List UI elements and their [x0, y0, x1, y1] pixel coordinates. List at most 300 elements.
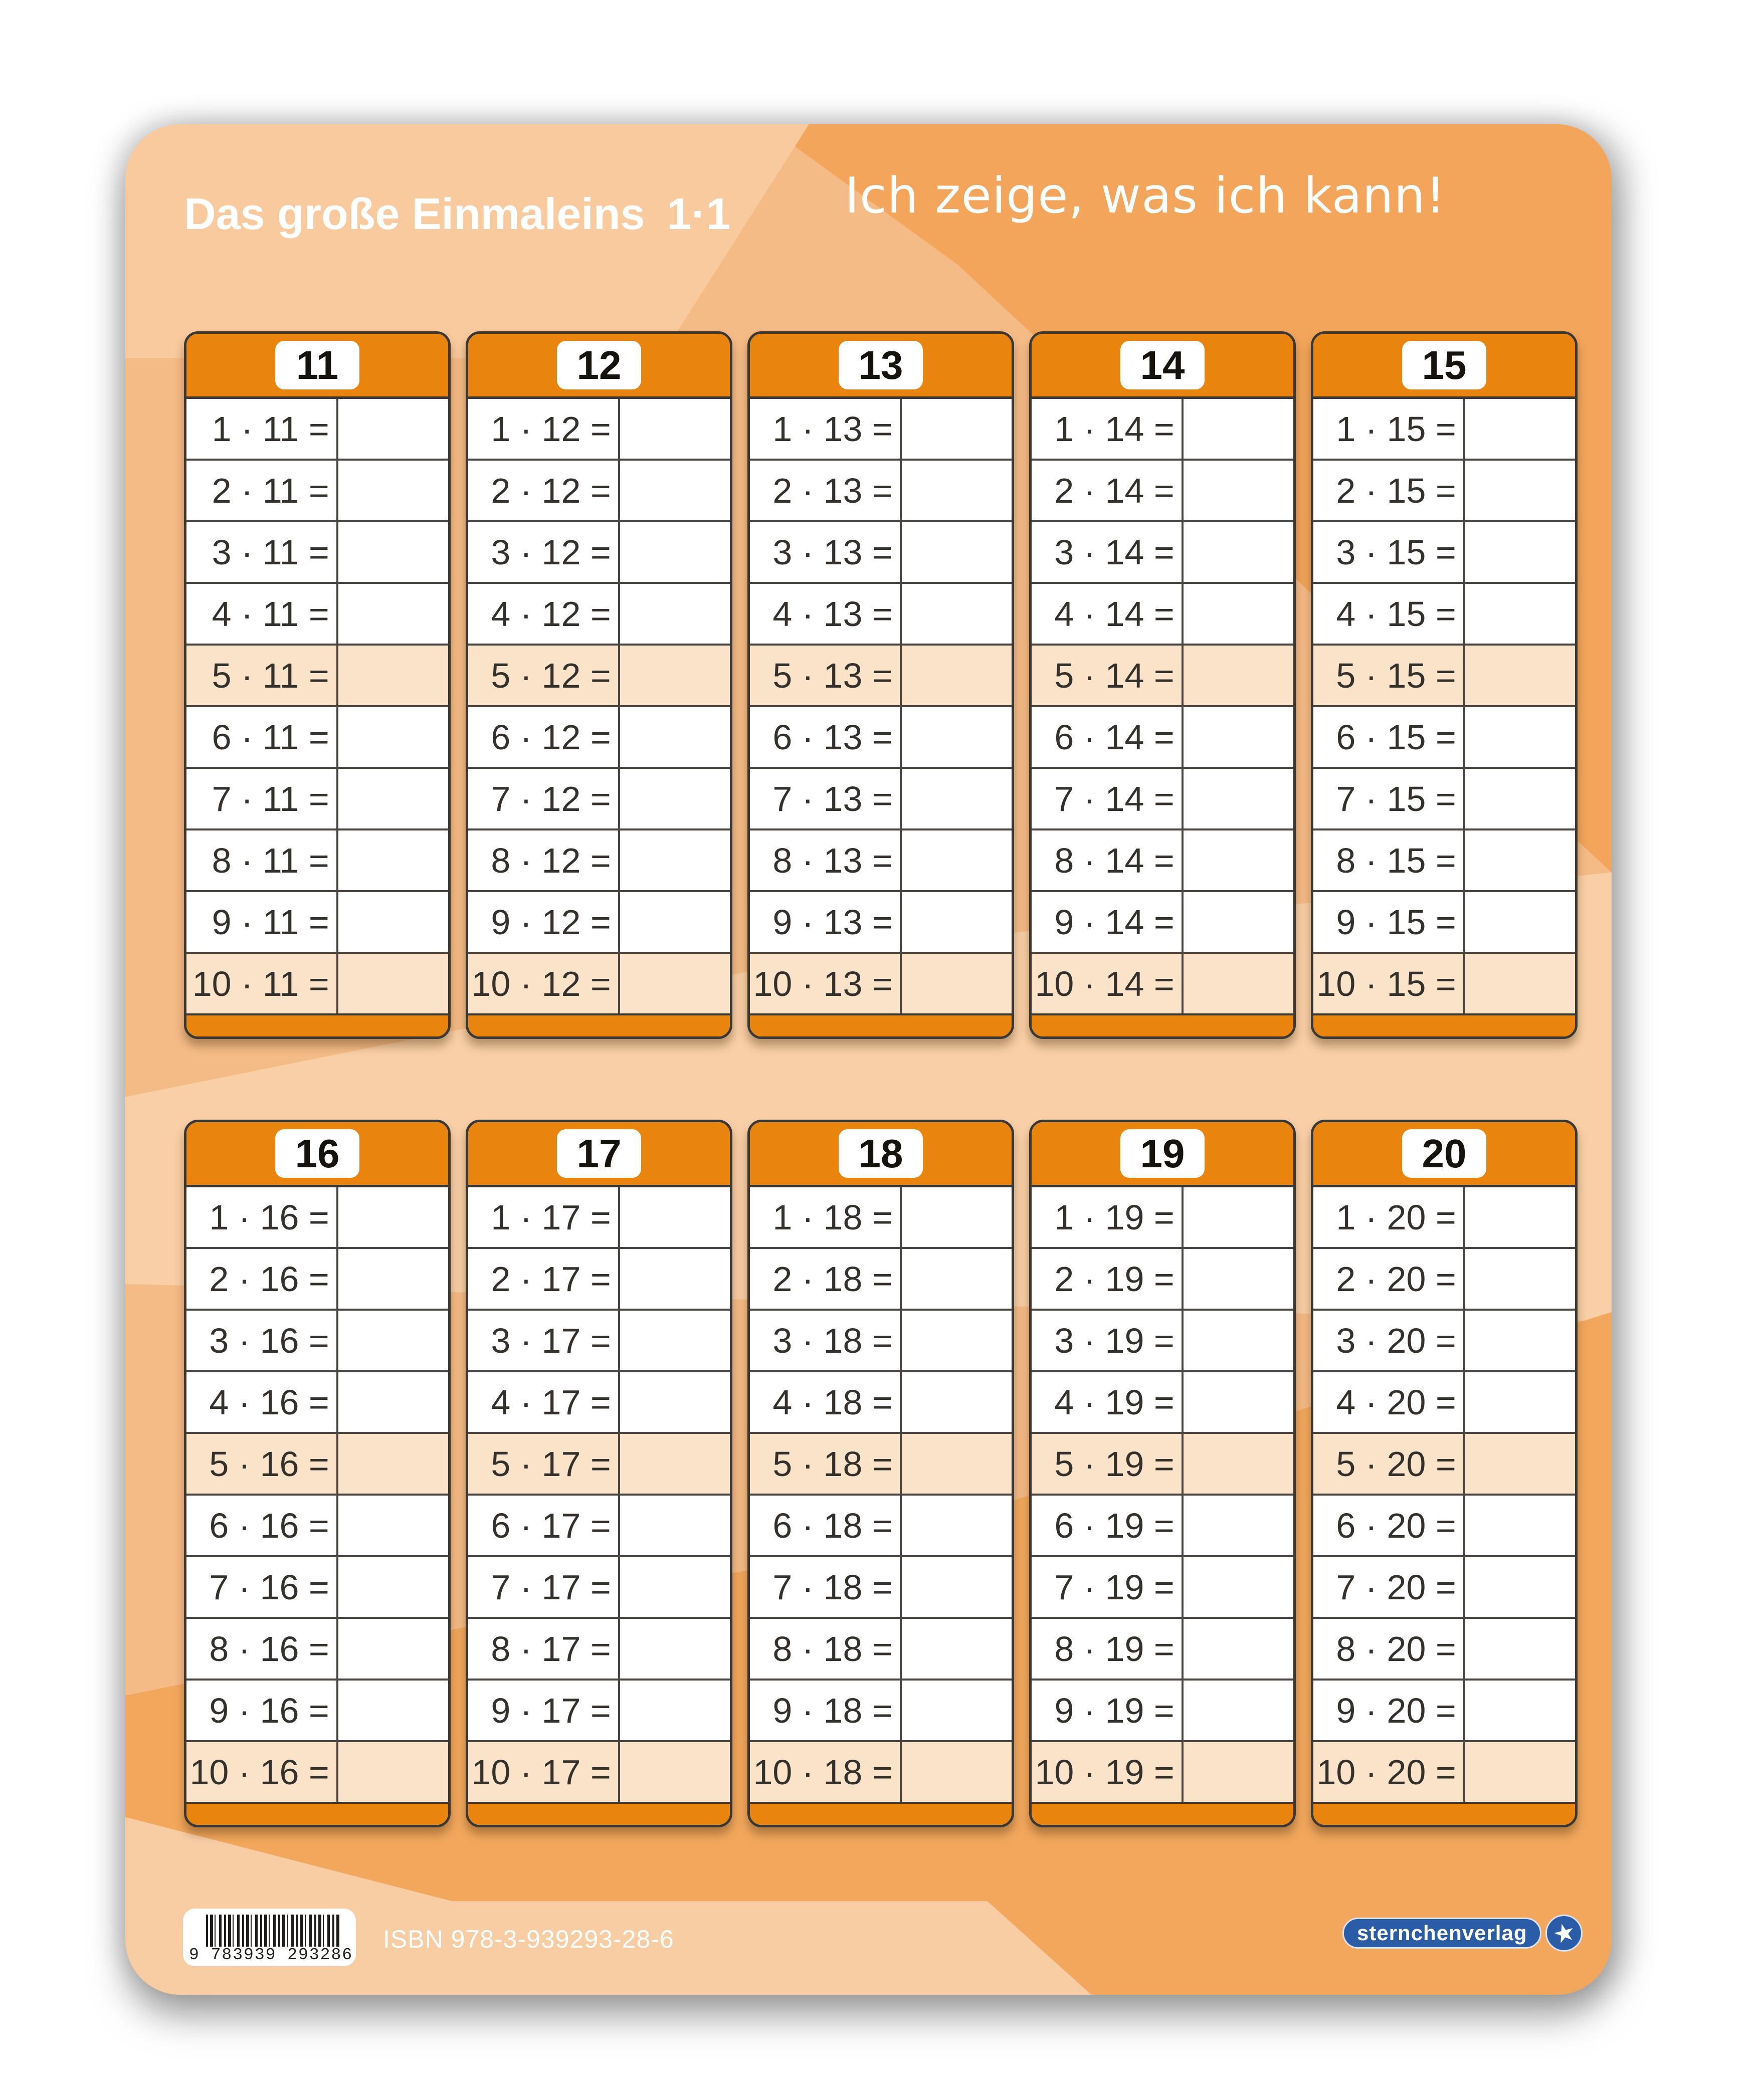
expression-cell: 3 · 18 =: [750, 1311, 902, 1370]
expression-cell: 1 · 16 =: [186, 1187, 338, 1247]
mult-row: [1032, 952, 1293, 1013]
mult-row: [186, 705, 448, 767]
answer-cell: [902, 707, 1012, 767]
expression-cell: 2 · 13 =: [750, 461, 902, 520]
card-rows: [1313, 399, 1575, 1013]
mult-row: [1313, 520, 1575, 582]
answer-cell: [338, 461, 448, 520]
publisher-logo: [1342, 1915, 1583, 1952]
mult-row: [750, 399, 1012, 459]
multiplication-card: [184, 331, 451, 1039]
isbn-text: ISBN 978-3-939293-28-6: [383, 1925, 674, 1953]
mult-row: [1032, 1432, 1293, 1494]
card-rows: [750, 399, 1012, 1013]
expression-cell: 8 · 11 =: [186, 830, 338, 890]
multiplication-card: [466, 331, 732, 1039]
card-number: 13: [858, 342, 903, 387]
answer-cell: [1184, 830, 1293, 890]
mult-row: [1313, 705, 1575, 767]
answer-cell: [1465, 954, 1575, 1013]
answer-cell: [338, 399, 448, 459]
answer-cell: [338, 1434, 448, 1494]
mult-row: [1313, 399, 1575, 459]
mult-row: [186, 459, 448, 520]
mult-row: [750, 1679, 1012, 1740]
mult-row: [1313, 890, 1575, 952]
answer-cell: [1465, 1619, 1575, 1679]
answer-cell: [902, 892, 1012, 952]
barcode-digits: 9 783939 293286: [189, 1946, 353, 1964]
expression-cell: 3 · 13 =: [750, 522, 902, 582]
answer-cell: [620, 1249, 730, 1309]
answer-cell: [620, 646, 730, 705]
card-footer: [186, 1013, 448, 1036]
mult-row: [1032, 520, 1293, 582]
expression-cell: 2 · 20 =: [1313, 1249, 1465, 1309]
mult-row: [468, 520, 730, 582]
star-icon: [1545, 1915, 1583, 1952]
expression-cell: 4 · 18 =: [750, 1372, 902, 1432]
mult-row: [186, 890, 448, 952]
mult-row: [750, 952, 1012, 1013]
answer-cell: [1465, 522, 1575, 582]
mult-row: [1313, 1309, 1575, 1370]
answer-cell: [620, 1681, 730, 1740]
card-header: [750, 1122, 1012, 1187]
answer-cell: [1184, 892, 1293, 952]
mult-row: [186, 1679, 448, 1740]
mult-row: [750, 890, 1012, 952]
multiplication-card: [1311, 331, 1578, 1039]
mult-row: [750, 705, 1012, 767]
answer-cell: [1465, 399, 1575, 459]
answer-cell: [902, 646, 1012, 705]
worksheet-page: [125, 124, 1612, 1995]
card-footer: [1032, 1802, 1293, 1825]
mult-row: [1313, 1617, 1575, 1679]
mult-row: [1032, 582, 1293, 644]
mult-row: [186, 1370, 448, 1432]
mult-row: [1313, 1187, 1575, 1247]
mult-row: [1032, 1740, 1293, 1802]
expression-cell: 3 · 17 =: [468, 1311, 620, 1370]
expression-cell: 4 · 20 =: [1313, 1372, 1465, 1432]
card-number: 18: [858, 1131, 903, 1176]
answer-cell: [338, 954, 448, 1013]
answer-cell: [1184, 399, 1293, 459]
mult-row: [1313, 1432, 1575, 1494]
expression-cell: 1 · 11 =: [186, 399, 338, 459]
answer-cell: [620, 584, 730, 644]
expression-cell: 1 · 15 =: [1313, 399, 1465, 459]
expression-cell: 10 · 19 =: [1032, 1742, 1184, 1802]
expression-cell: 8 · 13 =: [750, 830, 902, 890]
card-number: 11: [296, 342, 339, 387]
answer-cell: [338, 1557, 448, 1617]
mult-row: [750, 1432, 1012, 1494]
expression-cell: 4 · 14 =: [1032, 584, 1184, 644]
card-number: 16: [295, 1131, 340, 1176]
expression-cell: 2 · 15 =: [1313, 461, 1465, 520]
card-number: 19: [1140, 1131, 1185, 1176]
card-number-box: [1120, 1129, 1205, 1178]
mult-row: [468, 828, 730, 890]
mult-row: [468, 1187, 730, 1247]
expression-cell: 8 · 14 =: [1032, 830, 1184, 890]
mult-row: [468, 582, 730, 644]
answer-cell: [1184, 707, 1293, 767]
mult-row: [186, 1432, 448, 1494]
expression-cell: 1 · 20 =: [1313, 1187, 1465, 1247]
answer-cell: [1465, 1249, 1575, 1309]
mult-row: [468, 767, 730, 828]
mult-row: [750, 459, 1012, 520]
mult-row: [186, 520, 448, 582]
expression-cell: 1 · 13 =: [750, 399, 902, 459]
expression-cell: 9 · 17 =: [468, 1681, 620, 1740]
answer-cell: [338, 707, 448, 767]
expression-cell: 5 · 13 =: [750, 646, 902, 705]
mult-row: [186, 582, 448, 644]
expression-cell: 1 · 12 =: [468, 399, 620, 459]
answer-cell: [902, 522, 1012, 582]
expression-cell: 7 · 15 =: [1313, 769, 1465, 828]
answer-cell: [338, 1372, 448, 1432]
mult-row: [1032, 459, 1293, 520]
expression-cell: 5 · 12 =: [468, 646, 620, 705]
expression-cell: 4 · 11 =: [186, 584, 338, 644]
expression-cell: 4 · 12 =: [468, 584, 620, 644]
mult-row: [186, 1309, 448, 1370]
answer-cell: [1465, 1311, 1575, 1370]
expression-cell: 2 · 19 =: [1032, 1249, 1184, 1309]
answer-cell: [620, 769, 730, 828]
mult-row: [750, 1740, 1012, 1802]
answer-cell: [338, 1311, 448, 1370]
expression-cell: 6 · 11 =: [186, 707, 338, 767]
expression-cell: 10 · 12 =: [468, 954, 620, 1013]
answer-cell: [902, 1496, 1012, 1555]
expression-cell: 10 · 14 =: [1032, 954, 1184, 1013]
mult-row: [186, 1187, 448, 1247]
title-multiplication: 1·1: [667, 189, 731, 239]
answer-cell: [620, 522, 730, 582]
card-header: [468, 1122, 730, 1187]
expression-cell: 7 · 13 =: [750, 769, 902, 828]
expression-cell: 5 · 15 =: [1313, 646, 1465, 705]
expression-cell: 8 · 18 =: [750, 1619, 902, 1679]
expression-cell: 2 · 14 =: [1032, 461, 1184, 520]
expression-cell: 9 · 13 =: [750, 892, 902, 952]
card-rows: [186, 399, 448, 1013]
expression-cell: 6 · 16 =: [186, 1496, 338, 1555]
answer-cell: [620, 707, 730, 767]
multiplication-card: [1311, 1120, 1578, 1827]
mult-row: [1032, 644, 1293, 705]
answer-cell: [902, 1249, 1012, 1309]
mult-row: [1032, 1247, 1293, 1309]
mult-row: [186, 1740, 448, 1802]
card-header: [186, 334, 448, 399]
expression-cell: 3 · 16 =: [186, 1311, 338, 1370]
expression-cell: 6 · 13 =: [750, 707, 902, 767]
answer-cell: [902, 1557, 1012, 1617]
mult-row: [186, 1247, 448, 1309]
answer-cell: [338, 1619, 448, 1679]
card-header: [1032, 334, 1293, 399]
answer-cell: [338, 892, 448, 952]
answer-cell: [1184, 1372, 1293, 1432]
card-footer: [1032, 1013, 1293, 1036]
mult-row: [186, 1617, 448, 1679]
expression-cell: 2 · 12 =: [468, 461, 620, 520]
answer-cell: [338, 1249, 448, 1309]
mult-row: [468, 1494, 730, 1555]
mult-row: [1313, 1247, 1575, 1309]
expression-cell: 10 · 16 =: [186, 1742, 338, 1802]
card-header: [1313, 1122, 1575, 1187]
card-grid-row-2: [184, 1120, 1578, 1827]
expression-cell: 7 · 12 =: [468, 769, 620, 828]
answer-cell: [1465, 646, 1575, 705]
card-header: [468, 334, 730, 399]
answer-cell: [1184, 1742, 1293, 1802]
expression-cell: 3 · 11 =: [186, 522, 338, 582]
answer-cell: [1465, 1372, 1575, 1432]
answer-cell: [620, 1372, 730, 1432]
expression-cell: 9 · 15 =: [1313, 892, 1465, 952]
answer-cell: [1184, 584, 1293, 644]
expression-cell: 9 · 16 =: [186, 1681, 338, 1740]
star-glyph: ★: [1549, 1917, 1579, 1950]
mult-row: [1032, 1679, 1293, 1740]
mult-row: [186, 644, 448, 705]
answer-cell: [1184, 1619, 1293, 1679]
expression-cell: 4 · 16 =: [186, 1372, 338, 1432]
mult-row: [468, 1309, 730, 1370]
answer-cell: [338, 830, 448, 890]
card-number-box: [839, 1129, 923, 1178]
answer-cell: [1465, 1557, 1575, 1617]
answer-cell: [902, 584, 1012, 644]
expression-cell: 7 · 18 =: [750, 1557, 902, 1617]
expression-cell: 7 · 17 =: [468, 1557, 620, 1617]
answer-cell: [620, 399, 730, 459]
answer-cell: [902, 954, 1012, 1013]
expression-cell: 8 · 20 =: [1313, 1619, 1465, 1679]
card-number: 12: [576, 342, 622, 387]
answer-cell: [338, 584, 448, 644]
expression-cell: 8 · 17 =: [468, 1619, 620, 1679]
multiplication-card: [184, 1120, 451, 1827]
answer-cell: [1184, 522, 1293, 582]
answer-cell: [338, 1742, 448, 1802]
mult-row: [186, 952, 448, 1013]
answer-cell: [1184, 461, 1293, 520]
answer-cell: [620, 1742, 730, 1802]
expression-cell: 9 · 14 =: [1032, 892, 1184, 952]
answer-cell: [1184, 1311, 1293, 1370]
mult-row: [1032, 705, 1293, 767]
mult-row: [1032, 828, 1293, 890]
expression-cell: 5 · 18 =: [750, 1434, 902, 1494]
card-number-box: [1402, 1129, 1486, 1178]
card-number: 15: [1422, 342, 1467, 387]
answer-cell: [902, 1187, 1012, 1247]
expression-cell: 9 · 19 =: [1032, 1681, 1184, 1740]
expression-cell: 4 · 19 =: [1032, 1372, 1184, 1432]
mult-row: [468, 644, 730, 705]
card-rows: [1313, 1187, 1575, 1802]
answer-cell: [338, 646, 448, 705]
expression-cell: 2 · 18 =: [750, 1249, 902, 1309]
card-number-box: [1402, 341, 1486, 389]
card-number: 17: [576, 1131, 622, 1176]
answer-cell: [1184, 1434, 1293, 1494]
answer-cell: [620, 1496, 730, 1555]
expression-cell: 8 · 16 =: [186, 1619, 338, 1679]
mult-row: [1032, 890, 1293, 952]
expression-cell: 10 · 20 =: [1313, 1742, 1465, 1802]
mult-row: [1032, 1309, 1293, 1370]
answer-cell: [1184, 1187, 1293, 1247]
multiplication-card: [747, 1120, 1014, 1827]
mult-row: [1313, 767, 1575, 828]
expression-cell: 4 · 15 =: [1313, 584, 1465, 644]
card-number-box: [275, 341, 359, 389]
mult-row: [750, 520, 1012, 582]
expression-cell: 5 · 16 =: [186, 1434, 338, 1494]
mult-row: [186, 767, 448, 828]
mult-row: [1032, 1494, 1293, 1555]
barcode: [183, 1909, 356, 1966]
answer-cell: [1465, 1742, 1575, 1802]
expression-cell: 9 · 20 =: [1313, 1681, 1465, 1740]
expression-cell: 8 · 15 =: [1313, 830, 1465, 890]
card-header: [750, 334, 1012, 399]
mult-row: [468, 1555, 730, 1617]
card-rows: [750, 1187, 1012, 1802]
card-footer: [750, 1802, 1012, 1825]
expression-cell: 5 · 14 =: [1032, 646, 1184, 705]
card-footer: [468, 1802, 730, 1825]
mult-row: [1313, 828, 1575, 890]
mult-row: [468, 399, 730, 459]
multiplication-card: [466, 1120, 732, 1827]
mult-row: [1032, 1555, 1293, 1617]
mult-row: [750, 1370, 1012, 1432]
barcode-bars-icon: [206, 1915, 339, 1947]
card-header: [186, 1122, 448, 1187]
expression-cell: 7 · 14 =: [1032, 769, 1184, 828]
mult-row: [1313, 1555, 1575, 1617]
mult-row: [1313, 1494, 1575, 1555]
answer-cell: [1184, 1496, 1293, 1555]
answer-cell: [1465, 584, 1575, 644]
answer-cell: [620, 1187, 730, 1247]
answer-cell: [1465, 1187, 1575, 1247]
answer-cell: [1465, 1496, 1575, 1555]
multiplication-card: [747, 331, 1014, 1039]
answer-cell: [1465, 707, 1575, 767]
card-number-box: [1120, 341, 1205, 389]
answer-cell: [1465, 830, 1575, 890]
answer-cell: [338, 1496, 448, 1555]
expression-cell: 10 · 17 =: [468, 1742, 620, 1802]
expression-cell: 7 · 11 =: [186, 769, 338, 828]
answer-cell: [1184, 954, 1293, 1013]
mult-row: [1313, 1740, 1575, 1802]
expression-cell: 8 · 19 =: [1032, 1619, 1184, 1679]
expression-cell: 1 · 14 =: [1032, 399, 1184, 459]
mult-row: [186, 1555, 448, 1617]
answer-cell: [1465, 1681, 1575, 1740]
expression-cell: 5 · 20 =: [1313, 1434, 1465, 1494]
answer-cell: [902, 1372, 1012, 1432]
mult-row: [1313, 952, 1575, 1013]
expression-cell: 6 · 14 =: [1032, 707, 1184, 767]
answer-cell: [620, 1619, 730, 1679]
expression-cell: 5 · 17 =: [468, 1434, 620, 1494]
answer-cell: [1465, 461, 1575, 520]
expression-cell: 6 · 17 =: [468, 1496, 620, 1555]
expression-cell: 3 · 15 =: [1313, 522, 1465, 582]
answer-cell: [902, 1311, 1012, 1370]
expression-cell: 3 · 12 =: [468, 522, 620, 582]
card-number: 14: [1140, 342, 1185, 387]
mult-row: [468, 1679, 730, 1740]
mult-row: [750, 767, 1012, 828]
expression-cell: 2 · 17 =: [468, 1249, 620, 1309]
mult-row: [468, 1432, 730, 1494]
answer-cell: [620, 1311, 730, 1370]
multiplication-card: [1029, 1120, 1296, 1827]
mult-row: [186, 1494, 448, 1555]
card-header: [1313, 334, 1575, 399]
mult-row: [468, 1247, 730, 1309]
expression-cell: 6 · 15 =: [1313, 707, 1465, 767]
mult-row: [1313, 644, 1575, 705]
mult-row: [750, 1309, 1012, 1370]
expression-cell: 4 · 13 =: [750, 584, 902, 644]
card-rows: [186, 1187, 448, 1802]
mult-row: [468, 1740, 730, 1802]
expression-cell: 1 · 18 =: [750, 1187, 902, 1247]
slogan-text: Ich zeige, was ich kann!: [845, 167, 1446, 225]
expression-cell: 6 · 12 =: [468, 707, 620, 767]
expression-cell: 6 · 20 =: [1313, 1496, 1465, 1555]
expression-cell: 7 · 16 =: [186, 1557, 338, 1617]
mult-row: [750, 582, 1012, 644]
expression-cell: 3 · 14 =: [1032, 522, 1184, 582]
expression-cell: 8 · 12 =: [468, 830, 620, 890]
answer-cell: [902, 1434, 1012, 1494]
card-number: 20: [1422, 1131, 1467, 1176]
mult-row: [468, 1617, 730, 1679]
answer-cell: [1184, 1249, 1293, 1309]
card-rows: [1032, 399, 1293, 1013]
page-title: [184, 188, 731, 240]
expression-cell: 3 · 20 =: [1313, 1311, 1465, 1370]
mult-row: [1032, 1187, 1293, 1247]
card-footer: [186, 1802, 448, 1825]
answer-cell: [620, 461, 730, 520]
expression-cell: 2 · 11 =: [186, 461, 338, 520]
answer-cell: [338, 1681, 448, 1740]
answer-cell: [1465, 1434, 1575, 1494]
card-rows: [468, 1187, 730, 1802]
title-text: Das große Einmaleins: [184, 189, 645, 239]
